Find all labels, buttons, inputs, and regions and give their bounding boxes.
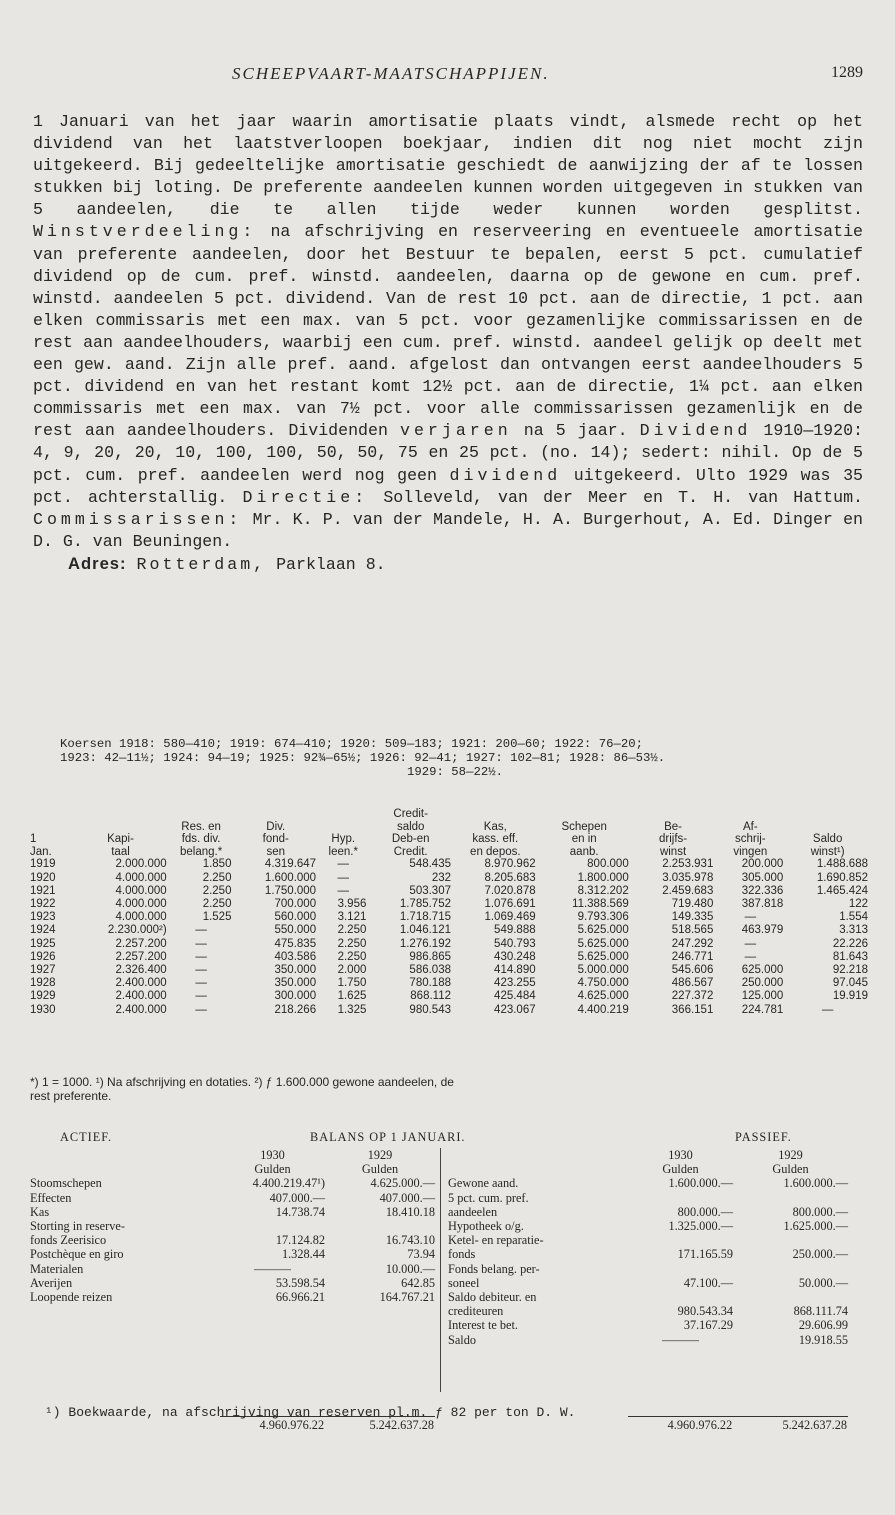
table-cell: — — [195, 937, 207, 950]
balance-item-value: 1.325.000.— — [668, 1219, 733, 1234]
table-cell: 550.000 — [274, 924, 317, 937]
table-cell: 1.850 — [202, 858, 232, 871]
text-run: uitgekeerd. Ulto 1929 was 35 pct. achterstallig. — [33, 465, 863, 507]
table-row — [30, 924, 870, 937]
balance-row — [30, 1262, 435, 1276]
balance-item-label: Kas — [30, 1204, 50, 1219]
passief-side — [448, 1148, 848, 1347]
page-title: SCHEEPVAART-MAATSCHAPPIJEN. — [232, 64, 550, 83]
adres-city: Rotterdam, — [136, 554, 267, 574]
balance-row — [30, 1290, 435, 1304]
body-text — [33, 111, 863, 576]
table-row — [30, 858, 870, 871]
table-cell: 1928 — [30, 977, 56, 990]
balance-row — [448, 1290, 848, 1304]
balance-row — [448, 1262, 848, 1276]
table-cell: — — [195, 990, 207, 1003]
text-run: Solleveld, van der Meer en T. H. van Hattum. — [368, 487, 863, 507]
unit-header: Gulden — [361, 1162, 399, 1177]
balance-row — [30, 1205, 435, 1219]
year-header: 1930 — [668, 1148, 693, 1162]
table-cell: 1.800.000 — [577, 871, 629, 884]
balance-item-value: 250.000.— — [792, 1247, 848, 1262]
actief-rows — [30, 1176, 435, 1304]
table-cell: — — [744, 937, 757, 950]
table-cell: 403.586 — [274, 950, 317, 963]
balance-item-value: 4.625.000.— — [370, 1176, 435, 1191]
table-cell: 1924 — [30, 924, 56, 937]
table-cell: 322.336 — [741, 884, 784, 897]
balance-item-value: 1.625.000.— — [783, 1219, 848, 1234]
table-cell: 2.459.683 — [662, 884, 714, 897]
balance-item-label: Materialen — [30, 1261, 84, 1276]
table-cell: 5.625.000 — [577, 924, 629, 937]
directie-label: Directie: — [242, 487, 369, 507]
table-cell: 2.250 — [337, 950, 367, 963]
table-cell: 425.484 — [494, 990, 536, 1003]
table-cell: 4.000.000 — [115, 897, 167, 910]
balance-item-label: Gewone aand. — [448, 1176, 519, 1191]
dividend-label: dividend — [449, 465, 562, 485]
table-cell: 305.000 — [741, 871, 784, 884]
balance-item-label: Postchèque en giro — [30, 1247, 124, 1262]
balance-item-label: crediteuren — [448, 1304, 504, 1319]
table-cell: 2.000.000 — [115, 858, 167, 871]
table-cell: 586.038 — [409, 964, 451, 976]
balance-row — [30, 1219, 435, 1233]
balance-row — [448, 1233, 848, 1247]
table-footnote — [30, 1075, 870, 1103]
balance-item-value: 642.85 — [401, 1275, 435, 1290]
table-cell: 986.865 — [409, 950, 451, 963]
balance-item-value — [733, 1290, 848, 1304]
table-cell: — — [195, 924, 207, 937]
table-cell: — — [744, 950, 757, 963]
balance-item-value: 407.000.— — [269, 1190, 325, 1205]
balance-row — [448, 1205, 848, 1219]
table-cell: 1.276.192 — [399, 937, 451, 950]
table-cell: 430.248 — [494, 950, 536, 963]
balance-item-label: Loopende reizen — [30, 1290, 113, 1305]
year-header: 1929 — [778, 1148, 803, 1162]
table-cell: 232 — [431, 871, 451, 884]
table-cell: 2.250 — [337, 924, 367, 937]
table-cell: 414.890 — [494, 964, 536, 976]
table-cell: 1.600.000 — [264, 871, 317, 884]
table-cell: 2.250 — [202, 884, 232, 897]
page-number: 1289 — [831, 64, 863, 81]
table-cell: 1.046.121 — [399, 924, 451, 937]
balance-item-value: 47.100.— — [683, 1275, 733, 1290]
column-divider — [440, 1148, 441, 1392]
text-run: 1 Januari van het jaar waarin amortisatie plaats vindt, alsmede recht op het dividend van het laatstverloopen boekjaar, indien dit nog niet mocht zijn uitgekeerd. Bij gedeeltelijke amortisatie geschiedt de aanwijzing der af te lossen stukken bij loting. De preferente aandeelen kunnen worden uitgegeven in stukken van 5 aandeelen, die te allen tijde weder kunnen worden gesplitst. — [33, 112, 863, 220]
balance-sheet-header — [30, 1130, 870, 1148]
table-cell: 4.750.000 — [577, 977, 629, 990]
table-cell: 1.465.424 — [816, 884, 868, 897]
balance-item-value: 66.966.21 — [275, 1290, 325, 1305]
column-header: Kapi- taal — [107, 833, 134, 858]
balance-row — [448, 1276, 848, 1290]
balance-item-value: 17.124.82 — [275, 1233, 325, 1248]
koersen-line: 1923: 42—11½; 1924: 94—19; 1925: 92¾—65½; 1926: 92—41; 1927: 102—81; 1928: 86—53½. — [60, 751, 666, 765]
table-cell: 2.400.000 — [115, 990, 167, 1003]
balance-item-label: fonds Zeerisico — [30, 1233, 107, 1248]
balance-item-value: 37.167.29 — [683, 1318, 733, 1333]
balance-item-value — [733, 1262, 848, 1276]
balance-item-label: Interest te bet. — [448, 1318, 518, 1333]
table-cell: 548.435 — [409, 858, 451, 871]
table-body — [30, 858, 870, 1016]
table-row — [30, 938, 870, 951]
table-cell: 218.266 — [274, 1003, 317, 1016]
balance-item-value: 29.606.99 — [798, 1318, 848, 1333]
table-row — [30, 911, 870, 924]
table-cell: 8.205.683 — [484, 871, 536, 884]
column-header: Schepen en in aanb. — [561, 820, 607, 858]
dividend-label: Dividend — [639, 421, 752, 441]
balance-item-label: Saldo debiteur. en — [448, 1290, 537, 1305]
footnote-line: rest preferente. — [30, 1089, 112, 1103]
table-cell: 366.151 — [671, 1003, 714, 1016]
table-cell: 560.000 — [274, 911, 317, 924]
table-cell: 4.000.000 — [115, 911, 167, 924]
table-cell: 1.750.000 — [264, 884, 317, 897]
table-cell: — — [337, 858, 349, 871]
company-description-paragraph — [33, 111, 863, 553]
balance-item-label: Saldo — [448, 1332, 477, 1347]
text-run: na afschrijving en reserveering en eventueele amortisatie van preferente aandeelen, door het Bestuur te bepalen, eerst 5 pct. cumulatief dividend op de cum. pref. winstd. aandeelen, daarna op de gewone en cum. pref. winstd. aandeelen 5 pct. dividend. Van de rest 10 pct. aan de directie, 1 pct. aan elken commissaris met een max. van 5 pct. voor gezamenlijke commissarissen en de rest aan aandeelhouders, waarbij een cum. pref. winstd. aandeel gelijk op deelt met een gew. aand. Zijn alle pref. aand. afgelost dan ontvangen eerst aandeelhouders 5 pct. dividend en van het restant komt 12½ pct. aan de directie, 1¼ pct. aan elken commissaris met een max. van 7½ pct. voor alle commissarissen gezamenlijk en de rest aan aandeelhouders. Dividenden — [33, 222, 863, 441]
table-cell: 227.372 — [671, 990, 714, 1003]
table-cell: 423.067 — [494, 1003, 536, 1016]
table-cell: 503.307 — [409, 884, 451, 897]
year-header: 1930 — [260, 1148, 285, 1162]
balance-item-value — [733, 1191, 848, 1205]
text-run: Mr. K. P. van der Mandele, H. A. Burgerhout, A. Ed. Dinger en D. G. van Beuningen. — [33, 509, 863, 551]
table-cell: 247.292 — [671, 937, 714, 950]
table-cell: 1.785.752 — [399, 897, 451, 910]
column-header: Hyp. leen.* — [328, 833, 358, 858]
table-cell: 2.250 — [202, 871, 232, 884]
table-cell: 1923 — [30, 911, 56, 924]
table-cell: 1927 — [30, 964, 56, 976]
column-header: 1 Jan. — [30, 833, 52, 858]
table-row — [30, 872, 870, 885]
table-cell: 1929 — [30, 990, 56, 1003]
table-cell: 1.069.469 — [484, 911, 536, 924]
table-cell: 1919 — [30, 858, 56, 871]
table-cell: — — [195, 950, 207, 963]
column-header: Be- drijfs- winst — [658, 820, 688, 858]
actief-title: ACTIEF. — [60, 1130, 113, 1144]
table-cell: 1.076.691 — [484, 897, 536, 910]
table-cell: 549.888 — [494, 924, 536, 937]
balance-item-value: 4.400.219.47¹) — [252, 1176, 325, 1191]
table-cell: 625.000 — [741, 964, 784, 976]
table-cell: 1.325 — [337, 1003, 367, 1016]
table-cell: 4.000.000 — [115, 884, 167, 897]
table-cell: 2.400.000 — [115, 977, 167, 990]
table-cell: 8.970.962 — [484, 858, 536, 871]
total-1930: 4.960.976.22 — [667, 1418, 733, 1432]
table-cell: 780.188 — [409, 977, 451, 990]
table-cell: 92.218 — [832, 964, 868, 976]
table-cell: 545.606 — [671, 964, 714, 976]
balance-item-value: 10.000.— — [385, 1261, 435, 1276]
year-header: 1929 — [367, 1148, 393, 1162]
text-run: 1910—1920: 4, 9, 20, 20, 10, 100, 100, 50, 50, 75 en 25 pct. (no. 14); sedert: nihil. Op de 5 pct. cum. pref. aandeelen werd nog geen — [33, 421, 863, 485]
balance-item-value: 73.94 — [407, 1247, 435, 1262]
table-cell: 5.625.000 — [577, 950, 629, 963]
table-cell: 700.000 — [274, 897, 317, 910]
actief-side — [30, 1148, 435, 1304]
table-cell: 1930 — [30, 1003, 56, 1016]
balance-row — [30, 1276, 435, 1290]
table-row — [30, 964, 870, 977]
passief-rows — [448, 1176, 848, 1346]
table-cell: 224.781 — [741, 1003, 784, 1016]
balance-item-value: 1.328.44 — [281, 1247, 325, 1262]
table-row — [30, 977, 870, 990]
koersen-block — [60, 737, 850, 779]
balance-item-value: 50.000.— — [798, 1275, 848, 1290]
balance-item-value: 14.738.74 — [275, 1204, 325, 1219]
column-header: Res. en fds. div. belang.* — [179, 820, 223, 858]
table-cell: 719.480 — [671, 897, 714, 910]
table-cell: 518.565 — [671, 924, 714, 937]
table-cell: 8.312.202 — [577, 884, 629, 897]
balance-item-value: 16.743.10 — [385, 1233, 435, 1248]
balance-row — [30, 1191, 435, 1205]
column-header: Div. fond- sen — [262, 820, 289, 858]
table-cell: 2.257.200 — [115, 937, 167, 950]
balance-item-value: 868.111.74 — [793, 1304, 848, 1319]
table-cell: 540.793 — [494, 937, 536, 950]
balance-item-value — [220, 1219, 325, 1233]
balance-item-label: Fonds belang. per- — [448, 1261, 540, 1276]
table-cell: 486.567 — [671, 977, 714, 990]
table-cell: 800.000 — [587, 858, 629, 871]
balance-row — [30, 1247, 435, 1261]
table-cell: 1.554 — [839, 911, 868, 924]
table-cell: 350.000 — [274, 964, 317, 976]
koersen-line: Koersen 1918: 580—410; 1919: 674—410; 1920: 509—183; 1921: 200—60; 1922: 76—20; — [60, 737, 643, 751]
table-cell: — — [195, 1003, 207, 1016]
table-cell: — — [195, 964, 207, 976]
table-cell: 423.255 — [494, 977, 536, 990]
table-cell: 475.835 — [274, 937, 317, 950]
text-run: na 5 jaar. — [511, 421, 640, 441]
column-header: Credit- saldo Deb-en Credit. — [391, 808, 430, 858]
balance-row — [30, 1176, 435, 1190]
table-cell: 125.000 — [741, 990, 784, 1003]
table-row — [30, 951, 870, 964]
balance-item-label: 5 pct. cum. pref. — [448, 1190, 529, 1205]
balance-item-value — [628, 1191, 733, 1205]
table-cell: 1.488.688 — [816, 858, 868, 871]
running-header — [0, 64, 895, 86]
winstverdeeling-label: Winstverdeeling: — [33, 222, 257, 242]
table-cell: 3.956 — [337, 897, 367, 910]
table-cell: 5.625.000 — [577, 937, 629, 950]
table-cell: 81.643 — [832, 950, 868, 963]
balance-item-value: 1.600.000.— — [783, 1176, 848, 1191]
table-cell: 1.525 — [202, 911, 232, 924]
balance-row — [30, 1233, 435, 1247]
table-cell: — — [195, 977, 207, 990]
table-cell: 2.253.931 — [662, 858, 714, 871]
table-cell: — — [821, 1003, 834, 1016]
table-cell: 4.000.000 — [115, 871, 167, 884]
balance-item-value — [733, 1233, 848, 1247]
table-cell: 1926 — [30, 950, 56, 963]
balance-item-label: aandeelen — [448, 1204, 498, 1219]
balance-item-label: fonds — [448, 1247, 476, 1262]
table-cell: 7.020.878 — [484, 884, 536, 897]
table-cell: 97.045 — [832, 977, 868, 990]
table-row — [30, 1004, 870, 1017]
column-header: Saldo winst¹) — [810, 833, 845, 858]
table-cell: — — [337, 884, 349, 897]
table-cell: 246.771 — [671, 950, 714, 963]
balance-item-value: 800.000.— — [677, 1204, 733, 1219]
balance-item-value: ——— — [254, 1261, 291, 1276]
balance-item-value — [325, 1219, 435, 1233]
balance-item-value: 980.543.34 — [677, 1304, 733, 1319]
balance-row — [448, 1191, 848, 1205]
table-cell: 350.000 — [274, 977, 317, 990]
adres-label: Adres: — [68, 553, 127, 573]
address-line — [33, 553, 863, 576]
balance-item-value — [628, 1233, 733, 1247]
table-cell: 4.400.219 — [577, 1003, 629, 1016]
verjaren-label: verjaren — [399, 421, 512, 441]
column-header: Af- schrij- vingen — [733, 820, 768, 858]
balance-item-value: 18.410.18 — [385, 1204, 435, 1219]
table-cell: 4.319.647 — [264, 858, 317, 871]
table-row — [30, 990, 870, 1003]
table-cell: 22.226 — [832, 937, 868, 950]
table-cell: 122 — [848, 897, 868, 910]
balance-item-label: Effecten — [30, 1190, 72, 1205]
balance-item-value: 171.165.59 — [677, 1247, 733, 1262]
balance-item-label: Hypotheek o/g. — [448, 1219, 524, 1234]
balance-item-label: Storting in reserve- — [30, 1219, 125, 1234]
table-cell: 2.257.200 — [115, 950, 167, 963]
table-cell: 1.625 — [337, 990, 367, 1003]
balance-footnote: ¹) Boekwaarde, na afschrijving van reserven pl.m. ƒ 82 per ton D. W. — [45, 1405, 576, 1420]
table-cell: 4.625.000 — [577, 990, 629, 1003]
balans-title: BALANS OP 1 JANUARI. — [310, 1130, 466, 1144]
balance-item-value: ——— — [662, 1332, 699, 1347]
balance-item-value: 407.000.— — [379, 1190, 435, 1205]
balance-item-value: 164.767.21 — [379, 1290, 435, 1305]
balance-item-value: 800.000.— — [792, 1204, 848, 1219]
table-cell: 387.818 — [741, 897, 784, 910]
table-cell: 200.000 — [741, 858, 784, 871]
balance-row — [448, 1318, 848, 1332]
table-cell: 1.718.715 — [399, 911, 451, 924]
commissarissen-label: Commissarissen: — [33, 509, 243, 529]
table-cell: — — [337, 871, 349, 884]
financial-history-table — [30, 808, 870, 1017]
table-cell: 300.000 — [274, 990, 317, 1003]
table-cell: 3.313 — [839, 924, 868, 937]
table-cell: 1920 — [30, 871, 56, 884]
balance-item-value — [628, 1290, 733, 1304]
table-cell: 2.000 — [337, 964, 367, 976]
table-cell: 1.750 — [337, 977, 367, 990]
table-cell: 1922 — [30, 897, 56, 910]
balance-row — [448, 1247, 848, 1261]
table-cell: 2.326.400 — [115, 964, 167, 976]
total-1929: 5.242.637.28 — [369, 1418, 434, 1432]
table-row — [30, 898, 870, 911]
passief-title: PASSIEF. — [735, 1130, 792, 1144]
balance-row — [448, 1219, 848, 1233]
koersen-line: 1929: 58—22½. — [407, 765, 503, 779]
footnote-line: *) 1 = 1000. ¹) Na afschrijving en dotaties. ²) ƒ 1.600.000 gewone aandeelen, de — [30, 1075, 454, 1089]
table-cell: 2.250 — [202, 897, 232, 910]
unit-header: Gulden — [662, 1162, 699, 1177]
balance-item-value: 53.598.54 — [275, 1275, 325, 1290]
table-cell: 1925 — [30, 937, 56, 950]
balance-item-label: Averijen — [30, 1275, 73, 1290]
balance-item-value: 19.918.55 — [798, 1332, 848, 1347]
table-cell: 980.543 — [409, 1003, 451, 1016]
table-cell: 3.121 — [337, 911, 367, 924]
balance-item-label: Stoomschepen — [30, 1176, 102, 1191]
balance-row — [448, 1304, 848, 1318]
table-cell: 2.400.000 — [115, 1003, 167, 1016]
table-cell: 3.035.978 — [662, 871, 714, 884]
table-cell: 250.000 — [741, 977, 784, 990]
table-cell: 19.919 — [832, 990, 868, 1003]
balance-item-label: Ketel- en reparatie- — [448, 1233, 544, 1248]
table-cell: 868.112 — [410, 990, 451, 1003]
balance-row — [448, 1333, 848, 1347]
column-header: Kas, kass. eff. en depos. — [470, 820, 521, 858]
balance-row — [448, 1176, 848, 1190]
table-cell: 5.000.000 — [577, 964, 629, 976]
table-cell: 1921 — [30, 884, 56, 897]
balance-item-label: soneel — [448, 1275, 480, 1290]
table-cell: 9.793.306 — [577, 911, 629, 924]
total-1930: 4.960.976.22 — [259, 1418, 325, 1432]
table-cell: 11.388.569 — [572, 897, 629, 910]
table-cell: 2.230.000²) — [107, 924, 167, 937]
unit-header: Gulden — [254, 1162, 291, 1177]
table-cell: 149.335 — [671, 911, 714, 924]
table-cell: 2.250 — [337, 937, 367, 950]
table-cell: 463.979 — [741, 924, 784, 937]
unit-header: Gulden — [772, 1162, 809, 1177]
balance-item-value: 1.600.000.— — [668, 1176, 733, 1191]
table-cell: 1.690.852 — [816, 871, 868, 884]
table-row — [30, 885, 870, 898]
table-cell: — — [744, 911, 757, 924]
balance-item-value — [628, 1262, 733, 1276]
adres-street: Parklaan 8. — [276, 554, 386, 574]
total-1929: 5.242.637.28 — [782, 1418, 847, 1432]
table-header-row — [30, 808, 870, 858]
